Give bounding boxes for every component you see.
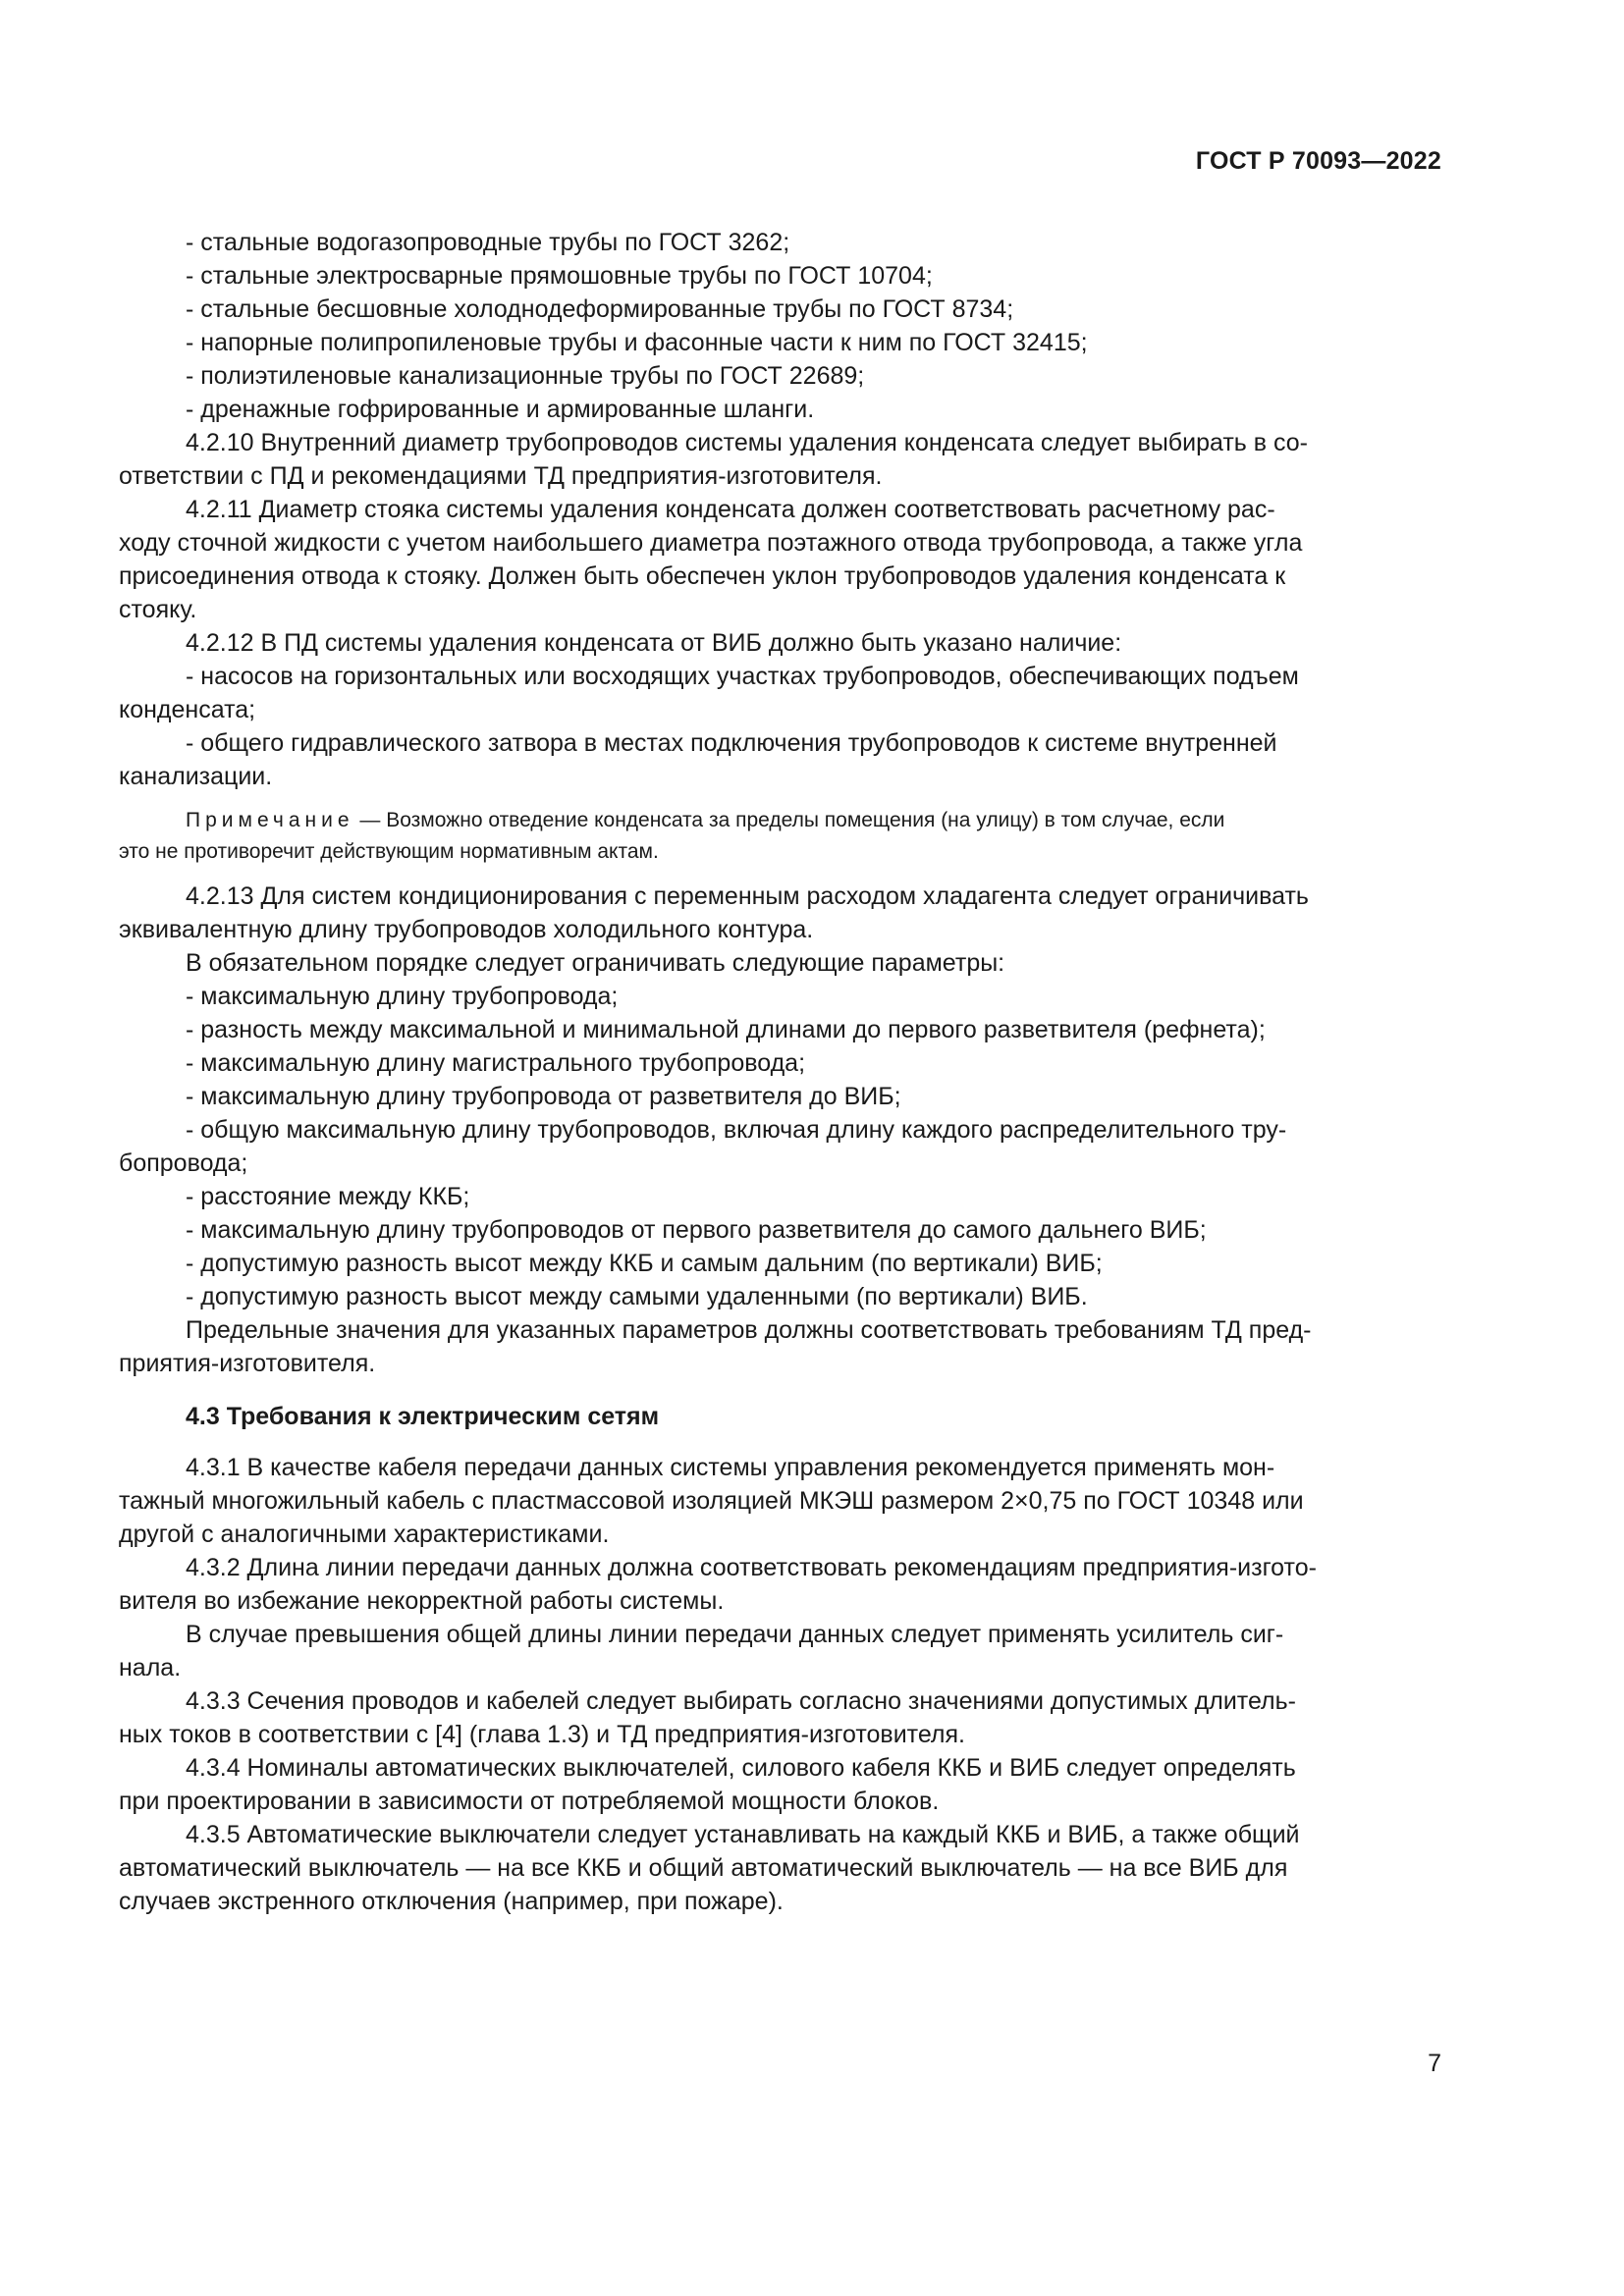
paragraph-line: нала. xyxy=(119,1654,182,1682)
paragraph-line: 4.3.4 Номиналы автоматических выключателей, силового кабеля ККБ и ВИБ следует определять xyxy=(186,1754,1296,1782)
paragraph-line: 4.3.3 Сечения проводов и кабелей следует выбирать согласно значениями допустимых длитель- xyxy=(186,1687,1296,1715)
note-line xyxy=(119,805,1440,836)
note-block xyxy=(119,805,1440,868)
note-text: — Возможно отведение конденсата за пределы помещения (на улицу) в том случае, если xyxy=(353,809,1225,831)
paragraph-line: - максимальную длину трубопровода; xyxy=(186,983,619,1010)
list-item xyxy=(119,1247,1440,1280)
paragraph-4-3-5 xyxy=(119,1818,1440,1918)
paragraph-line: - общего гидравлического затвора в местах подключения трубопроводов к системе внутренней xyxy=(186,729,1277,757)
list-item xyxy=(119,1280,1440,1313)
list-item xyxy=(119,1080,1440,1113)
paragraph-line: - максимальную длину трубопровода от разветвителя до ВИБ; xyxy=(186,1083,901,1110)
section-heading-4-3: 4.3 Требования к электрическим сетям xyxy=(186,1403,660,1430)
list-item: - стальные бесшовные холоднодеформированные трубы по ГОСТ 8734; xyxy=(186,295,1014,323)
paragraph-line: В обязательном порядке следует ограничивать следующие параметры: xyxy=(186,949,1005,977)
paragraph-4-3-4 xyxy=(119,1751,1440,1818)
list-item xyxy=(119,726,1440,793)
standard-id-header: ГОСТ Р 70093—2022 xyxy=(1195,147,1441,175)
paragraph-line: - разность между максимальной и минимальной длинами до первого разветвителя (рефнета); xyxy=(186,1016,1266,1043)
paragraph-line: ных токов в соответствии с [4] (глава 1.3) и ТД предприятия-изготовителя. xyxy=(119,1721,965,1748)
list-item: - стальные электросварные прямошовные трубы по ГОСТ 10704; xyxy=(186,262,933,290)
list-item xyxy=(119,1046,1440,1080)
paragraph-line: бопровода; xyxy=(119,1149,248,1177)
paragraph-line: 4.2.11 Диаметр стояка системы удаления конденсата должен соответствовать расчетному рас- xyxy=(186,496,1275,523)
paragraph-4-3-1 xyxy=(119,1451,1440,1551)
paragraph-line: канализации. xyxy=(119,763,273,790)
paragraph-line: - общую максимальную длину трубопроводов, включая длину каждого распределительного тру- xyxy=(186,1116,1287,1144)
page-number: 7 xyxy=(1428,2050,1441,2077)
paragraph-line: - допустимую разность высот между ККБ и самым дальним (по вертикали) ВИБ; xyxy=(186,1250,1103,1277)
paragraph-line: эквивалентную длину трубопроводов холодильного контура. xyxy=(119,916,814,943)
document-body xyxy=(119,226,1440,1918)
paragraph-line: - насосов на горизонтальных или восходящих участках трубопроводов, обеспечивающих подъем xyxy=(186,663,1299,690)
paragraph-line: конденсата; xyxy=(119,696,256,723)
list-item: - стальные водогазопроводные трубы по ГОСТ 3262; xyxy=(186,229,790,256)
pipe-types-list xyxy=(119,226,1440,426)
paragraph-line: случаев экстренного отключения (например, при пожаре). xyxy=(119,1888,784,1915)
paragraph-line: 4.2.10 Внутренний диаметр трубопроводов системы удаления конденсата следует выбирать в со- xyxy=(186,429,1309,456)
parameters-list xyxy=(119,980,1440,1313)
paragraph-4-2-12 xyxy=(119,626,1440,660)
paragraph-line: приятия-изготовителя. xyxy=(119,1350,376,1377)
list-item xyxy=(119,1213,1440,1247)
list-item xyxy=(119,980,1440,1013)
paragraph-line: В случае превышения общей длины линии передачи данных следует применять усилитель сиг- xyxy=(186,1621,1284,1648)
paragraph-line: Предельные значения для указанных параметров должны соответствовать требованиям ТД пред- xyxy=(186,1316,1312,1344)
paragraph-line: - максимальную длину трубопроводов от первого разветвителя до самого дальнего ВИБ; xyxy=(186,1216,1207,1244)
paragraph-line: 4.3.2 Длина линии передачи данных должна соответствовать рекомендациям предприятия-изгото- xyxy=(186,1554,1317,1581)
list-item: - напорные полипропиленовые трубы и фасонные части к ним по ГОСТ 32415; xyxy=(186,329,1088,356)
paragraph-4-2-10 xyxy=(119,426,1440,493)
paragraph-line: при проектировании в зависимости от потребляемой мощности блоков. xyxy=(119,1788,940,1815)
list-item xyxy=(119,1113,1440,1180)
list-item xyxy=(119,1180,1440,1213)
list-item xyxy=(119,1013,1440,1046)
list-item xyxy=(119,660,1440,726)
paragraph-line: - максимальную длину магистрального трубопровода; xyxy=(186,1049,806,1077)
paragraph-line: 4.2.12 В ПД системы удаления конденсата от ВИБ должно быть указано наличие: xyxy=(186,629,1122,657)
paragraph-4-2-11 xyxy=(119,493,1440,626)
paragraph-line: другой с аналогичными характеристиками. xyxy=(119,1521,610,1548)
paragraph-line: тажный многожильный кабель с пластмассовой изоляцией МКЭШ размером 2×0,75 по ГОСТ 10348 или xyxy=(119,1487,1304,1515)
list-item: - полиэтиленовые канализационные трубы по ГОСТ 22689; xyxy=(186,362,865,390)
note-label: Примечание xyxy=(186,809,354,831)
paragraph-line: ходу сточной жидкости с учетом наибольшего диаметра поэтажного отвода трубопровода, а также угла xyxy=(119,529,1303,557)
paragraph-limits xyxy=(119,1313,1440,1380)
paragraph-line: 4.2.13 Для систем кондиционирования с переменным расходом хладагента следует ограничивать xyxy=(186,882,1309,910)
paragraph-line: вителя во избежание некорректной работы системы. xyxy=(119,1587,725,1615)
paragraph-line: 4.3.1 В качестве кабеля передачи данных системы управления рекомендуется применять мон- xyxy=(186,1454,1275,1481)
paragraph-line: ответствии с ПД и рекомендациями ТД предприятия-изготовителя. xyxy=(119,462,883,490)
paragraph-4-2-13 xyxy=(119,880,1440,946)
paragraph-line: 4.3.5 Автоматические выключатели следует устанавливать на каждый ККБ и ВИБ, а также общий xyxy=(186,1821,1300,1848)
paragraph-line: - допустимую разность высот между самыми удаленными (по вертикали) ВИБ. xyxy=(186,1283,1088,1310)
paragraph-4-3-2 xyxy=(119,1551,1440,1618)
paragraph-line: стояку. xyxy=(119,596,197,623)
paragraph-line: - расстояние между ККБ; xyxy=(186,1183,470,1210)
paragraph-4-3-3 xyxy=(119,1684,1440,1751)
paragraph-4-3-2-b xyxy=(119,1618,1440,1684)
list-item: - дренажные гофрированные и армированные шланги. xyxy=(186,396,815,423)
note-line: это не противоречит действующим нормативным актам. xyxy=(119,840,659,863)
paragraph-line: автоматический выключатель — на все ККБ и общий автоматический выключатель — на все ВИБ для xyxy=(119,1854,1288,1882)
paragraph-4-2-13-intro xyxy=(119,946,1440,980)
paragraph-line: присоединения отвода к стояку. Должен быть обеспечен уклон трубопроводов удаления конденсата к xyxy=(119,562,1286,590)
